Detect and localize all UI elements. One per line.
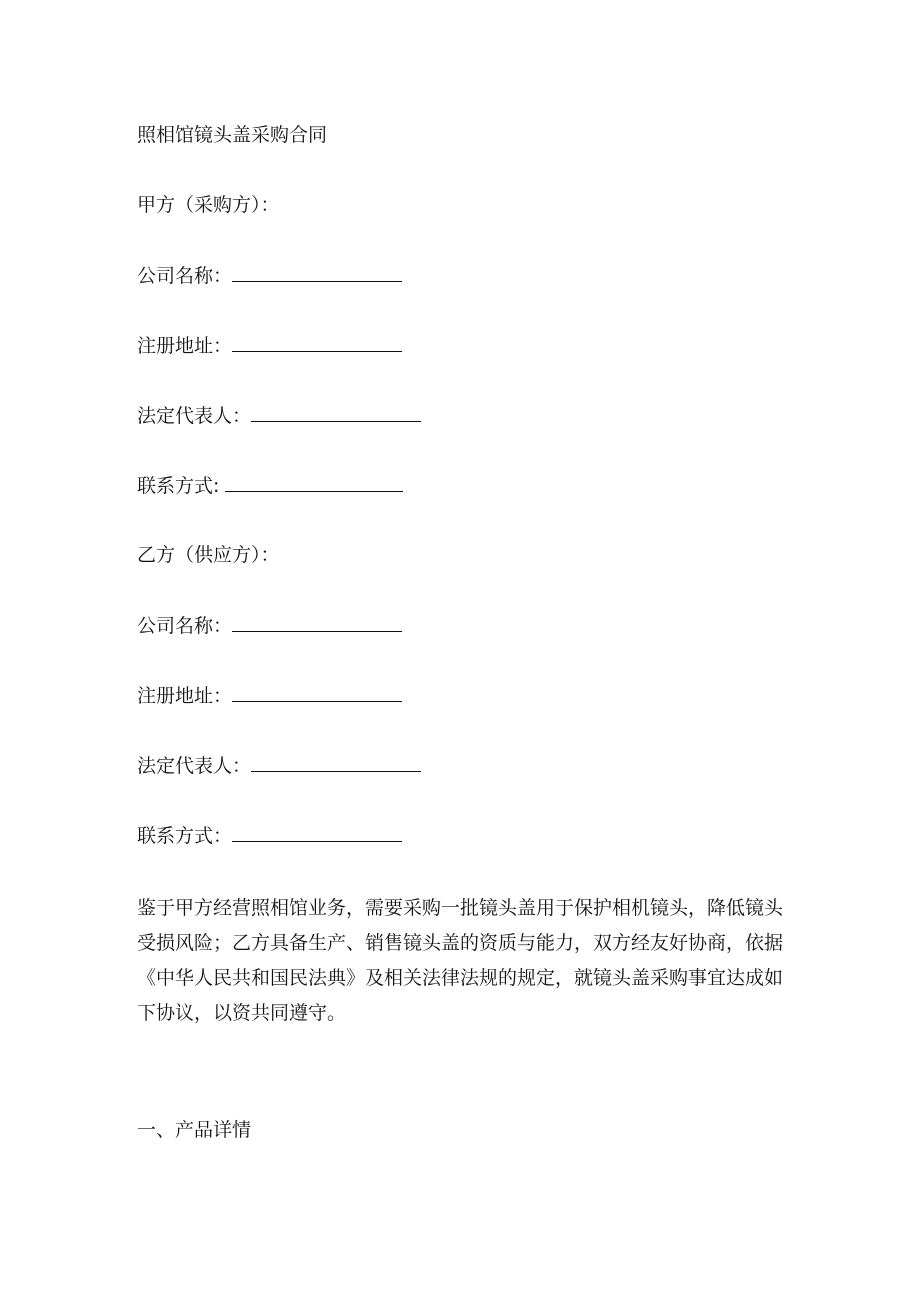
- party-b-address-label: 注册地址：: [137, 685, 233, 707]
- party-a-heading: 甲方（采购方）：: [137, 194, 280, 216]
- party-b-legal-rep-row: [137, 753, 421, 778]
- party-a-legal-rep-label: 法定代表人：: [137, 405, 252, 427]
- party-b-contact-label: 联系方式：: [137, 825, 233, 847]
- preamble-paragraph: 鉴于甲方经营照相馆业务，需要采购一批镜头盖用于保护相机镜头，降低镜头受损风险；乙方具备生产、销售镜头盖的资质与能力，双方经友好协商，依据《中华人民共和国民法典》及相关法律法规的规定，就镜头盖采购事宜达成如下协议，以资共同遵守。: [137, 897, 784, 1024]
- party-a-company-name-label: 公司名称：: [137, 265, 233, 287]
- party-a-contact-row: [137, 473, 403, 498]
- party-a-legal-rep-blank: [251, 403, 421, 422]
- party-b-address-row: [137, 683, 402, 708]
- party-b-contact-row: [137, 823, 402, 848]
- party-a-contact-label: 联系方式:: [137, 475, 220, 497]
- party-b-contact-blank: [232, 823, 402, 842]
- party-b-legal-rep-blank: [251, 753, 421, 772]
- party-b-legal-rep-label: 法定代表人：: [137, 755, 252, 777]
- party-b-heading: 乙方（供应方）：: [137, 544, 280, 566]
- party-b-company-name-row: [137, 613, 402, 638]
- party-a-address-row: [137, 333, 402, 358]
- section-1-heading: 一、产品详情: [137, 1119, 252, 1141]
- party-b-company-name-blank: [232, 613, 402, 632]
- contract-title: 照相馆镜头盖采购合同: [137, 124, 328, 146]
- party-a-company-name-blank: [232, 263, 402, 282]
- party-a-legal-rep-row: [137, 403, 421, 428]
- party-a-address-blank: [232, 333, 402, 352]
- party-a-company-name-row: [137, 263, 402, 288]
- party-a-contact-blank: [225, 473, 403, 492]
- party-b-address-blank: [232, 683, 402, 702]
- party-b-company-name-label: 公司名称：: [137, 615, 233, 637]
- party-a-address-label: 注册地址：: [137, 335, 233, 357]
